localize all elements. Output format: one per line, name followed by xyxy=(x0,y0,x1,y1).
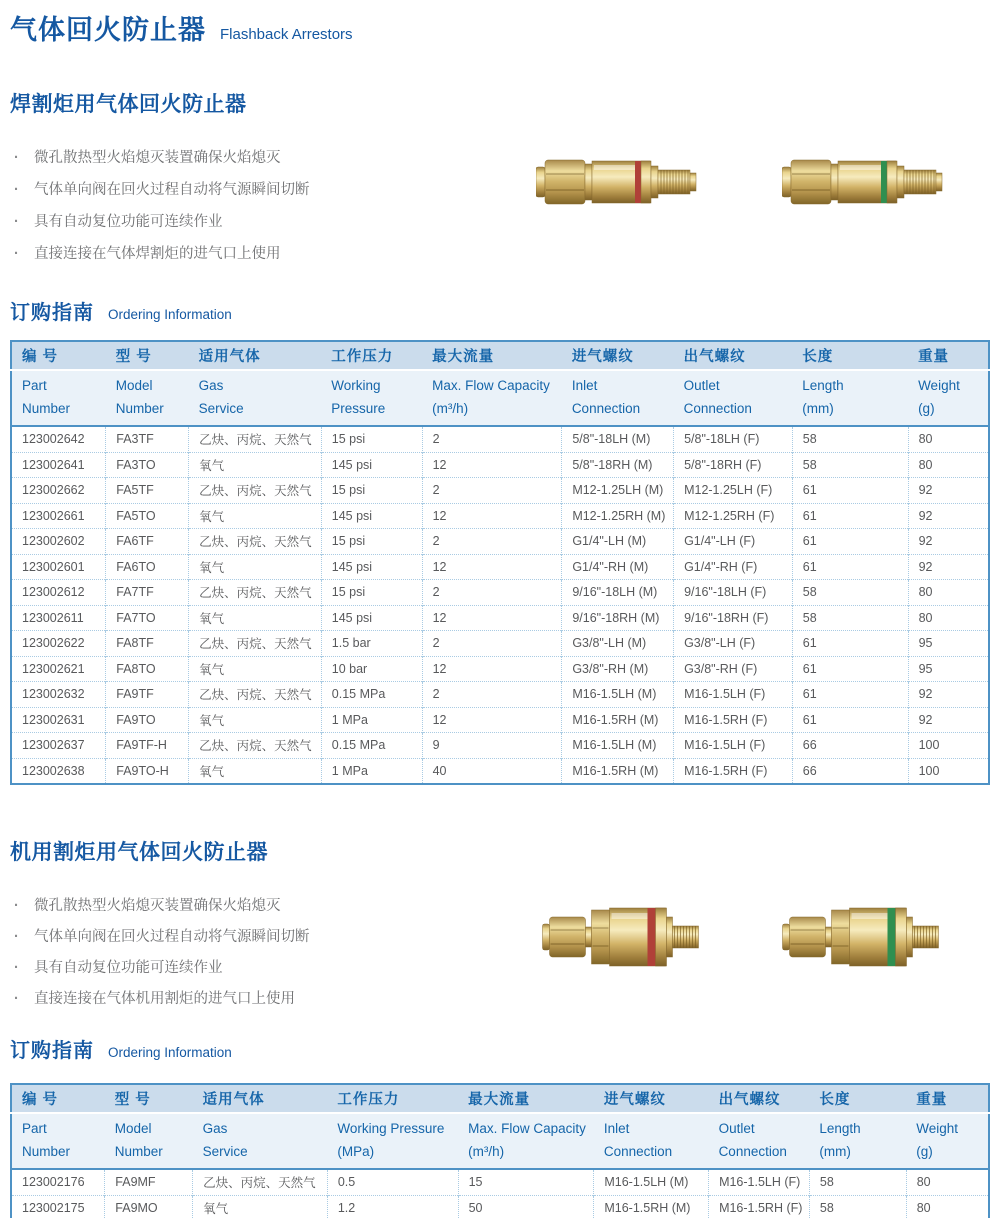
table-cell: 92 xyxy=(908,707,989,733)
section2-heading: 机用割炬用气体回火防止器 xyxy=(10,841,268,864)
column-header-en xyxy=(674,370,793,426)
table-cell: M12-1.25RH (M) xyxy=(562,503,674,529)
table-cell: 12 xyxy=(422,707,562,733)
column-header-zh: 长度 xyxy=(792,341,908,370)
column-header-en xyxy=(327,1113,458,1169)
feature-item xyxy=(10,174,490,206)
section2-feature-list xyxy=(10,891,490,1015)
table-cell: 61 xyxy=(792,707,908,733)
table-row xyxy=(11,656,989,682)
table-row xyxy=(11,452,989,478)
column-header-zh: 适用气体 xyxy=(189,341,322,370)
column-header-en xyxy=(11,370,106,426)
table-cell: 92 xyxy=(908,529,989,555)
table-cell: FA9TF xyxy=(106,682,189,708)
table-cell: FA9MF xyxy=(105,1169,193,1195)
column-header-zh: 适用气体 xyxy=(193,1084,328,1113)
column-header-en xyxy=(106,370,189,426)
table-cell: 123002601 xyxy=(11,554,106,580)
table-cell: M16-1.5RH (M) xyxy=(562,707,674,733)
column-header-zh: 重量 xyxy=(906,1084,989,1113)
table-cell: 9/16"-18LH (M) xyxy=(562,580,674,606)
table-cell: 5/8"-18LH (F) xyxy=(674,426,793,452)
table-cell: FA5TF xyxy=(106,478,189,504)
table-cell: 1.5 bar xyxy=(321,631,422,657)
table-cell: 123002661 xyxy=(11,503,106,529)
table-cell: 5/8"-18LH (M) xyxy=(562,426,674,452)
column-header-zh: 长度 xyxy=(809,1084,906,1113)
feature-text: 直接连接在气体机用割炬的进气口上使用 xyxy=(34,991,295,1007)
column-header-line: Inlet xyxy=(603,1121,630,1136)
table-row xyxy=(11,758,989,784)
column-header-en xyxy=(321,370,422,426)
column-header-zh: 型 号 xyxy=(105,1084,193,1113)
table-cell: 氧气 xyxy=(189,707,322,733)
page-title-zh: 气体回火防止器 xyxy=(10,15,206,45)
table-cell: 1.2 xyxy=(327,1195,458,1218)
table-cell: 61 xyxy=(792,682,908,708)
table-cell: FA8TF xyxy=(106,631,189,657)
table-cell: M16-1.5RH (F) xyxy=(674,758,793,784)
column-header-en xyxy=(562,370,674,426)
column-header-zh: 出气螺纹 xyxy=(674,341,793,370)
table-row xyxy=(11,426,989,452)
table-cell: 0.5 xyxy=(327,1169,458,1195)
column-header-line: Length xyxy=(802,378,844,393)
table-cell: 氧气 xyxy=(189,452,322,478)
table-cell: 乙炔、丙烷、天然气 xyxy=(193,1169,328,1195)
feature-item xyxy=(10,891,490,922)
page-title-en: Flashback Arrestors xyxy=(220,26,353,43)
column-header-zh: 重量 xyxy=(908,341,989,370)
table-cell: 80 xyxy=(908,426,989,452)
table-cell: 乙炔、丙烷、天然气 xyxy=(189,426,322,452)
table-cell: M16-1.5LH (F) xyxy=(674,733,793,759)
column-header-line: Max. Flow Capacity xyxy=(468,1121,586,1136)
table-cell: FA9TO-H xyxy=(106,758,189,784)
feature-item xyxy=(10,953,490,984)
table-cell: 乙炔、丙烷、天然气 xyxy=(189,682,322,708)
column-header-line: Model xyxy=(115,378,153,393)
table-cell: 123002602 xyxy=(11,529,106,555)
table-cell: 95 xyxy=(908,631,989,657)
column-header-en xyxy=(906,1113,989,1169)
table-cell: 123002611 xyxy=(11,605,106,631)
table-cell: 10 bar xyxy=(321,656,422,682)
column-header-en xyxy=(908,370,989,426)
table-cell: 123002632 xyxy=(11,682,106,708)
table-cell: M16-1.5LH (M) xyxy=(562,682,674,708)
table-cell: 乙炔、丙烷、天然气 xyxy=(189,580,322,606)
feature-text: 气体单向阀在回火过程自动将气源瞬间切断 xyxy=(34,182,310,198)
table-cell: 15 xyxy=(458,1169,594,1195)
table-cell: FA9TF-H xyxy=(106,733,189,759)
column-header-line: (m³/h) xyxy=(432,401,469,416)
table-cell: 80 xyxy=(908,605,989,631)
table-cell: 123002642 xyxy=(22,432,85,447)
column-header-line: Number xyxy=(114,1144,163,1159)
table-cell: 61 xyxy=(792,631,908,657)
column-header-en xyxy=(792,370,908,426)
feature-text: 微孔散热型火焰熄灭装置确保火焰熄灭 xyxy=(34,150,281,166)
table-cell: 2 xyxy=(422,682,562,708)
table-cell: 9 xyxy=(422,733,562,759)
section1-ordering-heading xyxy=(10,296,232,325)
table-cell: FA3TF xyxy=(106,426,189,452)
column-header-line: Gas xyxy=(202,1121,228,1136)
table-cell: 61 xyxy=(792,503,908,529)
column-header-zh: 工作压力 xyxy=(327,1084,458,1113)
column-header-line: Part xyxy=(22,1121,47,1136)
feature-item xyxy=(10,922,490,953)
table-row xyxy=(11,503,989,529)
ordering-table-machine xyxy=(10,1083,990,1218)
table-cell: 61 xyxy=(792,554,908,580)
table-cell: 氧气 xyxy=(189,503,322,529)
column-header-line: (g) xyxy=(916,1144,933,1159)
column-header-line: Outlet xyxy=(683,378,720,393)
column-header-line: Service xyxy=(202,1144,248,1159)
table-row xyxy=(11,529,989,555)
table-cell: 15 psi xyxy=(321,580,422,606)
table-cell: 92 xyxy=(908,682,989,708)
column-header-line: Gas xyxy=(198,378,224,393)
table-cell: 乙炔、丙烷、天然气 xyxy=(189,631,322,657)
table-cell: 100 xyxy=(908,733,989,759)
table-cell: 95 xyxy=(908,656,989,682)
feature-item xyxy=(10,142,490,174)
table-cell: 145 psi xyxy=(321,503,422,529)
column-header-line: Outlet xyxy=(718,1121,755,1136)
table-cell: M16-1.5RH (M) xyxy=(562,758,674,784)
column-header-line: Working Pressure xyxy=(337,1121,445,1136)
table-cell: G3/8"-RH (M) xyxy=(562,656,674,682)
column-header-zh: 最大流量 xyxy=(422,341,562,370)
column-header-zh: 工作压力 xyxy=(321,341,422,370)
table-cell: FA7TO xyxy=(106,605,189,631)
column-header-zh: 编 号 xyxy=(11,341,106,370)
table-cell: 氧气 xyxy=(193,1195,328,1218)
table-cell: 0.15 MPa xyxy=(321,682,422,708)
table-cell: 2 xyxy=(422,580,562,606)
product-photo-welding-arrestor-fuel xyxy=(536,152,706,212)
table-cell: 2 xyxy=(422,631,562,657)
table-cell: 123002176 xyxy=(22,1175,85,1190)
table-cell: 123002641 xyxy=(11,452,106,478)
table-cell: 5/8"-18RH (M) xyxy=(562,452,674,478)
table-cell: 61 xyxy=(792,478,908,504)
column-header-line: Working xyxy=(331,378,381,393)
table-cell: M12-1.25RH (F) xyxy=(674,503,793,529)
header-row-zh xyxy=(11,1084,989,1113)
table-row xyxy=(11,1169,989,1195)
table-cell: 12 xyxy=(422,503,562,529)
column-header-line: Service xyxy=(198,401,244,416)
ordering-heading-en: Ordering Information xyxy=(108,307,232,322)
table-cell: G3/8"-LH (F) xyxy=(674,631,793,657)
table-row xyxy=(11,1195,989,1218)
table-cell: 9/16"-18RH (M) xyxy=(562,605,674,631)
table-cell: G1/4"-LH (M) xyxy=(562,529,674,555)
table-cell: FA9TO xyxy=(106,707,189,733)
feature-item xyxy=(10,238,490,270)
product-photo-machine-arrestor-fuel xyxy=(540,896,720,978)
table-cell: 58 xyxy=(792,580,908,606)
column-header-zh: 最大流量 xyxy=(458,1084,594,1113)
column-header-line: (MPa) xyxy=(337,1144,375,1159)
table-cell: M16-1.5RH (F) xyxy=(674,707,793,733)
table-cell: 氧气 xyxy=(189,656,322,682)
feature-text: 具有自动复位功能可连续作业 xyxy=(34,214,223,230)
column-header-en xyxy=(11,1113,105,1169)
ordering-heading-zh: 订购指南 xyxy=(10,302,94,324)
table-cell: M12-1.25LH (F) xyxy=(674,478,793,504)
table-row xyxy=(11,707,989,733)
column-header-line: Connection xyxy=(718,1144,787,1159)
column-header-en xyxy=(189,370,322,426)
column-header-line: (m³/h) xyxy=(468,1144,505,1159)
table-cell: 80 xyxy=(906,1195,989,1218)
column-header-line: Max. Flow Capacity xyxy=(432,378,550,393)
column-header-line: Connection xyxy=(603,1144,673,1159)
table-cell: M16-1.5LH (F) xyxy=(709,1169,810,1195)
table-cell: 92 xyxy=(908,554,989,580)
table-cell: FA6TO xyxy=(106,554,189,580)
table-cell: FA3TO xyxy=(106,452,189,478)
table-cell: 58 xyxy=(809,1169,906,1195)
column-header-line: Length xyxy=(819,1121,861,1136)
table-cell: 乙炔、丙烷、天然气 xyxy=(189,529,322,555)
table-cell: 66 xyxy=(792,733,908,759)
table-cell: 58 xyxy=(809,1195,906,1218)
column-header-line: Connection xyxy=(571,401,641,416)
table-cell: 61 xyxy=(792,529,908,555)
ordering-table-welding xyxy=(10,340,990,785)
header-row-en xyxy=(11,370,989,426)
table-cell: M16-1.5LH (M) xyxy=(562,733,674,759)
table-cell: 1 MPa xyxy=(321,758,422,784)
page-title xyxy=(10,8,353,47)
table-cell: 123002631 xyxy=(11,707,106,733)
column-header-line: (mm) xyxy=(802,401,834,416)
table-cell: 0.15 MPa xyxy=(321,733,422,759)
table-cell: M12-1.25LH (M) xyxy=(562,478,674,504)
column-header-line: Connection xyxy=(683,401,752,416)
table-cell: 氧气 xyxy=(189,758,322,784)
column-header-line: Number xyxy=(115,401,164,416)
column-header-en xyxy=(422,370,562,426)
feature-text: 微孔散热型火焰熄灭装置确保火焰熄灭 xyxy=(34,898,281,914)
table-cell: 40 xyxy=(422,758,562,784)
column-header-en xyxy=(458,1113,594,1169)
table-cell: 100 xyxy=(908,758,989,784)
column-header-line: Part xyxy=(22,378,47,393)
table-cell: 12 xyxy=(422,452,562,478)
table-row xyxy=(11,682,989,708)
header-row-en xyxy=(11,1113,989,1169)
feature-text: 具有自动复位功能可连续作业 xyxy=(34,960,223,976)
table-cell: 145 psi xyxy=(321,605,422,631)
table-cell: FA5TO xyxy=(106,503,189,529)
section1-heading: 焊割炬用气体回火防止器 xyxy=(10,93,247,116)
table-cell: 15 psi xyxy=(321,426,422,452)
table-cell: 123002622 xyxy=(11,631,106,657)
column-header-line: Weight xyxy=(916,1121,958,1136)
table-cell: 2 xyxy=(422,426,562,452)
column-header-en xyxy=(105,1113,193,1169)
table-cell: 氧气 xyxy=(189,554,322,580)
product-photo-machine-arrestor-oxygen xyxy=(780,896,960,978)
table-cell: 乙炔、丙烷、天然气 xyxy=(189,478,322,504)
feature-text: 气体单向阀在回火过程自动将气源瞬间切断 xyxy=(34,929,310,945)
table-cell: 58 xyxy=(792,605,908,631)
table-cell: 1 MPa xyxy=(321,707,422,733)
table-cell: 123002175 xyxy=(11,1195,105,1218)
table-cell: M16-1.5LH (F) xyxy=(674,682,793,708)
column-header-en xyxy=(809,1113,906,1169)
table-cell: 2 xyxy=(422,529,562,555)
table-cell: FA8TO xyxy=(106,656,189,682)
table-cell: 145 psi xyxy=(321,452,422,478)
table-cell: G1/4"-LH (F) xyxy=(674,529,793,555)
table-row xyxy=(11,554,989,580)
table-cell: 乙炔、丙烷、天然气 xyxy=(189,733,322,759)
feature-item xyxy=(10,206,490,238)
table-cell: M16-1.5RH (M) xyxy=(594,1195,709,1218)
column-header-line: Number xyxy=(22,1144,71,1159)
table-cell: 氧气 xyxy=(189,605,322,631)
table-cell: 145 psi xyxy=(321,554,422,580)
column-header-zh: 型 号 xyxy=(106,341,189,370)
column-header-line: Weight xyxy=(918,378,960,393)
table-cell: 80 xyxy=(906,1169,989,1195)
table-cell: 123002612 xyxy=(11,580,106,606)
column-header-en xyxy=(594,1113,709,1169)
table-cell: 92 xyxy=(908,503,989,529)
column-header-zh: 编 号 xyxy=(11,1084,105,1113)
column-header-line: Number xyxy=(22,401,71,416)
section2-ordering-heading xyxy=(10,1034,232,1063)
table-cell: 92 xyxy=(908,478,989,504)
table-cell: 9/16"-18RH (F) xyxy=(674,605,793,631)
column-header-line: (g) xyxy=(918,401,935,416)
table-cell: 5/8"-18RH (F) xyxy=(674,452,793,478)
table-cell: 9/16"-18LH (F) xyxy=(674,580,793,606)
table-row xyxy=(11,478,989,504)
table-cell: 80 xyxy=(908,580,989,606)
column-header-line: Pressure xyxy=(331,401,386,416)
table-cell: 123002637 xyxy=(11,733,106,759)
table-cell: FA6TF xyxy=(106,529,189,555)
table-cell: 15 psi xyxy=(321,478,422,504)
table-cell: 12 xyxy=(422,554,562,580)
table-cell: G1/4"-RH (F) xyxy=(674,554,793,580)
table-cell: 58 xyxy=(792,452,908,478)
product-photo-welding-arrestor-oxygen xyxy=(782,152,952,212)
table-row xyxy=(11,580,989,606)
table-cell: 66 xyxy=(792,758,908,784)
table-cell: G3/8"-RH (F) xyxy=(674,656,793,682)
table-cell: 123002662 xyxy=(11,478,106,504)
table-cell: 15 psi xyxy=(321,529,422,555)
table-cell: 58 xyxy=(792,426,908,452)
column-header-zh: 进气螺纹 xyxy=(594,1084,709,1113)
feature-text: 直接连接在气体焊割炬的进气口上使用 xyxy=(34,246,281,262)
section1-feature-list xyxy=(10,142,490,270)
table-cell: M16-1.5LH (M) xyxy=(594,1169,709,1195)
column-header-en xyxy=(709,1113,810,1169)
column-header-line: Inlet xyxy=(571,378,598,393)
table-row xyxy=(11,631,989,657)
ordering-heading-zh: 订购指南 xyxy=(10,1040,94,1062)
table-cell: 61 xyxy=(792,656,908,682)
table-cell: G3/8"-LH (M) xyxy=(562,631,674,657)
table-cell: 50 xyxy=(458,1195,594,1218)
header-row-zh xyxy=(11,341,989,370)
column-header-en xyxy=(193,1113,328,1169)
table-cell: FA9MO xyxy=(105,1195,193,1218)
column-header-line: (mm) xyxy=(819,1144,851,1159)
column-header-zh: 进气螺纹 xyxy=(562,341,674,370)
table-cell: 12 xyxy=(422,656,562,682)
table-cell: 2 xyxy=(422,478,562,504)
column-header-line: Model xyxy=(114,1121,152,1136)
table-cell: G1/4"-RH (M) xyxy=(562,554,674,580)
ordering-heading-en: Ordering Information xyxy=(108,1045,232,1060)
table-cell: M16-1.5RH (F) xyxy=(709,1195,810,1218)
table-cell: 123002638 xyxy=(11,758,106,784)
column-header-zh: 出气螺纹 xyxy=(709,1084,810,1113)
feature-item xyxy=(10,984,490,1015)
table-row xyxy=(11,605,989,631)
table-row xyxy=(11,733,989,759)
table-cell: FA7TF xyxy=(106,580,189,606)
table-cell: 12 xyxy=(422,605,562,631)
table-cell: 80 xyxy=(908,452,989,478)
table-cell: 123002621 xyxy=(11,656,106,682)
